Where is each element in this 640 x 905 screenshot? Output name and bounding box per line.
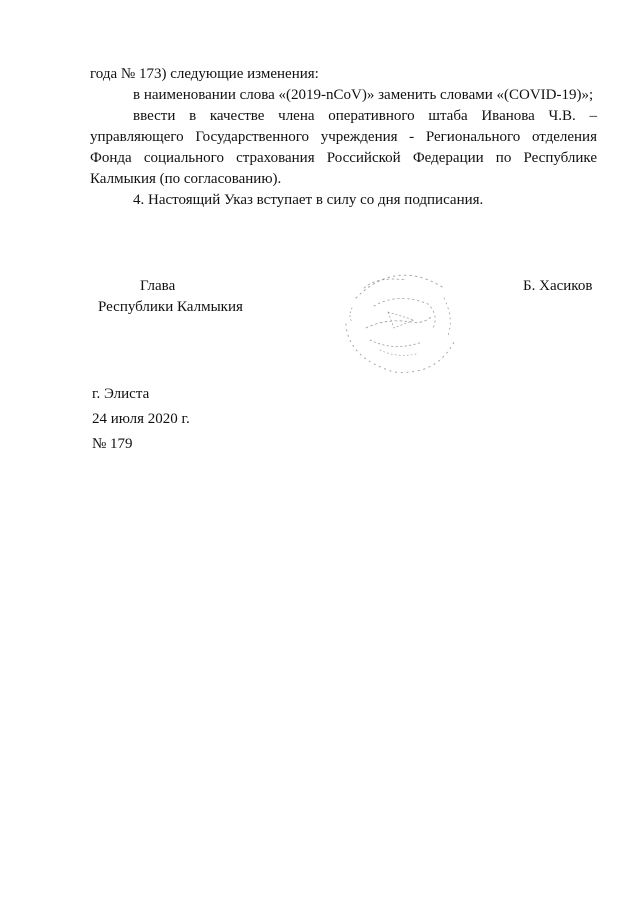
issue-date: 24 июля 2020 г.: [92, 411, 190, 427]
paragraph-rename: в наименовании слова «(2019-nCoV)» заменить словами «(COVID-19)»;: [133, 87, 594, 103]
signatory-title-line2: Республики Калмыкия: [98, 299, 243, 315]
decree-body: [90, 64, 597, 211]
signatory-title-line1: Глава: [140, 278, 176, 294]
paragraph-effective: 4. Настоящий Указ вступает в силу со дня подписания.: [133, 192, 484, 208]
document-footer: [92, 382, 190, 457]
signatory-name: Б. Хасиков: [523, 278, 593, 294]
decree-number: № 179: [92, 436, 133, 452]
paragraph-continuation: года № 173) следующие изменения:: [90, 66, 319, 82]
issue-place: г. Элиста: [92, 386, 150, 402]
signatory-title: [98, 276, 243, 318]
paragraph-add-member: ввести в качестве члена оперативного штаба Иванова Ч.В. – управляющего Государственного учреждения - Регионального отделения Фонда социального страхования Российской Федерации по Республике Калмыкия (по согласованию).: [90, 108, 597, 187]
official-seal-stamp: [336, 258, 462, 380]
